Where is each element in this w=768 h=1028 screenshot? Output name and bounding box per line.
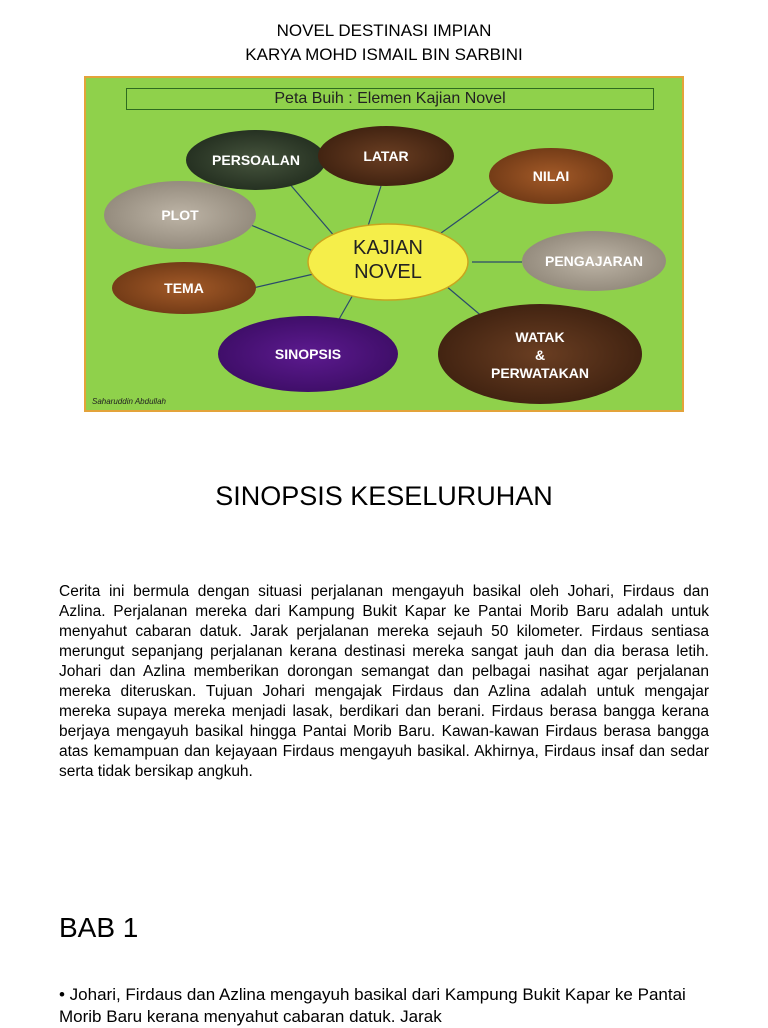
diagram-credit: Saharuddin Abdullah	[92, 397, 166, 406]
bubble-watak-label-line1: WATAK	[515, 329, 565, 345]
bubble-tema-label: TEMA	[164, 280, 204, 296]
bubble-plot-label: PLOT	[161, 207, 199, 223]
bubble-persoalan-label: PERSOALAN	[212, 152, 300, 168]
chapter-bullet-item: • Johari, Firdaus dan Azlina mengayuh basikal dari Kampung Bukit Kapar ke Pantai Morib Baru kerana menyahut cabaran datuk. Jarak	[59, 985, 686, 1026]
synopsis-paragraph: Cerita ini bermula dengan situasi perjalanan mengayuh basikal oleh Johari, Firdaus dan Azlina. Perjalanan mereka dari Kampung Bukit Kapar ke Pantai Morib Baru adalah untuk menyahut cabaran datuk. Jarak perjalanan mereka sejauh 50 kilometer. Firdaus sentiasa merungut sepanjang perjalanan kerana destinasi mereka sangat jauh dan dia berasa letih. Johari dan Azlina memberikan dorongan semangat dan pelbagai nasihat agar perjalanan mereka diteruskan. Tujuan Johari mengajak Firdaus dan Azlina adalah untuk mengajar mereka supaya mereka menjadi lasak, berdikari dan berani. Firdaus berasa bangga kerana berjaya mengayuh basikal hingga Pantai Morib Baru. Kawan-kawan Firdaus berasa bangga atas kemampuan dan kejayaan Firdaus mengayuh basikal. Akhirnya, Firdaus insaf dan sedar serta tidak bersikap angkuh.	[59, 583, 709, 780]
bubble-latar-label: LATAR	[363, 148, 409, 164]
center-label-line2: NOVEL	[354, 261, 422, 283]
bubble-pengajaran-label: PENGAJARAN	[544, 253, 644, 269]
diagram-heading: Peta Buih : Elemen Kajian Novel	[126, 88, 654, 110]
bubble-nilai-label: NILAI	[532, 168, 570, 184]
bubble-map-diagram	[84, 76, 684, 412]
document-subtitle: KARYA MOHD ISMAIL BIN SARBINI	[245, 45, 523, 64]
bubble-watak-label-line3: PERWATAKAN	[491, 365, 589, 381]
bubble-map-graphic	[86, 78, 682, 410]
bubble-sinopsis-label: SINOPSIS	[274, 346, 342, 362]
bubble-watak-label-line2: &	[534, 347, 546, 363]
document-title: NOVEL DESTINASI IMPIAN	[276, 21, 492, 40]
center-label-line1: KAJIAN	[352, 237, 424, 259]
section-title: SINOPSIS KESELURUHAN	[215, 481, 553, 511]
chapter-title: BAB 1	[59, 912, 139, 943]
